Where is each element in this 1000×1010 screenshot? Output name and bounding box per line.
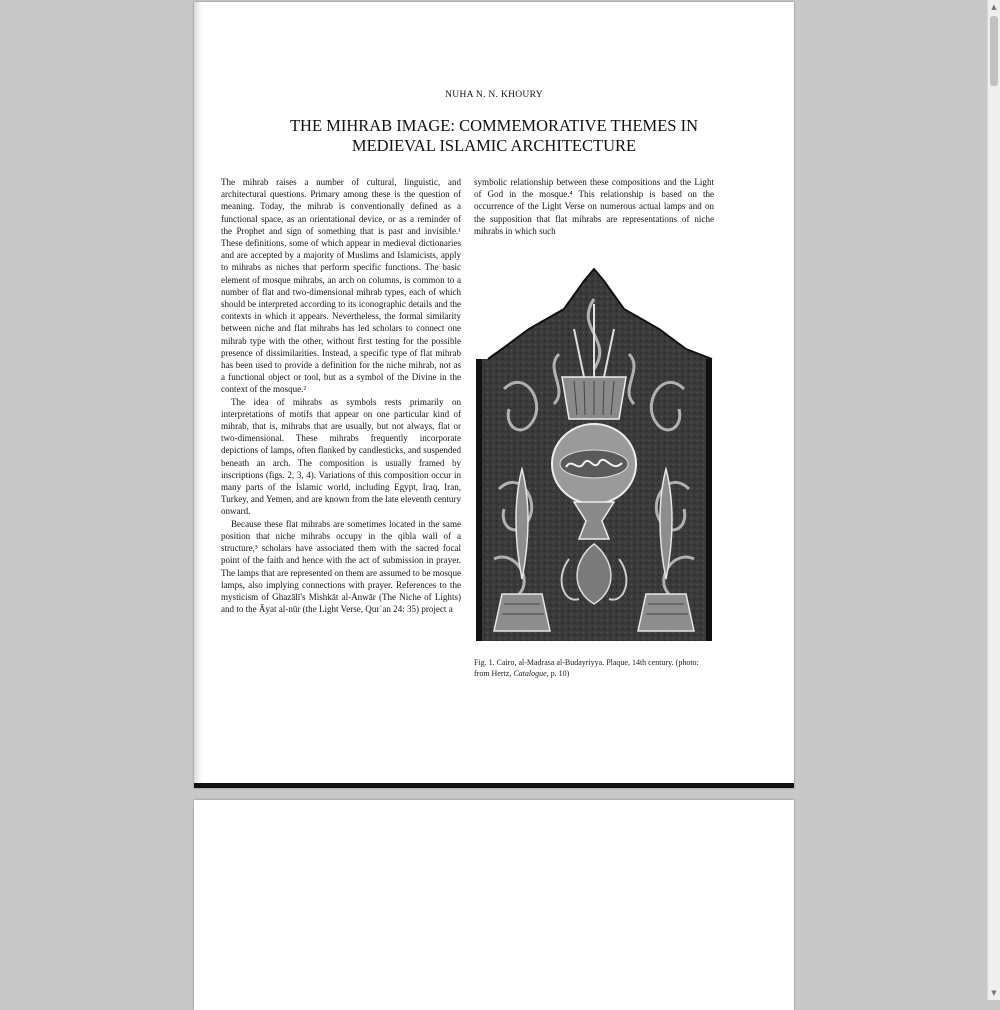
vertical-scrollbar[interactable] [987,0,1000,1000]
scrollbar-thumb[interactable] [990,16,998,86]
figure-caption [474,657,716,679]
page-scan-edge [194,783,794,788]
article-title [234,116,754,155]
right-text-column [474,176,714,237]
left-text-column [221,176,461,615]
paragraph-1: The mihrab raises a number of cultural, linguistic, and architectural questions. Primary among these is the question of meaning. Today, the mihrab is conventionally defined as a functional space, as an orientational device, or as a reminder of the Prophet and sign of something that is past and invisible.¹ These definitions, some of which appear in medieval dictionaries and are accepted by a majority of Muslims and Islamicists, apply to mihrabs as niches that perform specific functions. The basic element of mosque mihrabs, an arch on columns, is common to a number of flat and two-dimensional mihrab types, each of which should be interpreted according to its iconographic details and the contexts in which it appears. Nevertheless, the formal similarity between niche and flat mihrabs has led scholars to connect one mihrab type with the other, without first testing for the possible presence of dissimilarities. Instead, a specific type of flat mihrab has been used to provide a definition for the niche mihrab, not as a functional object or tool, but as a symbol of the Divine in the context of the mosque.² [221,177,461,395]
paragraph-2: The idea of mihrabs as symbols rests primarily on interpretations of motifs that appear on one particular kind of mihrab, that is, mihrabs that are usually, but not always, flat or two-dimensional. These mihrabs frequently incorporate depictions of lamps, often flanked by candlesticks, and suspended beneath an arch. The composition is usually framed by inscriptions (figs. 2, 3, 4). Variations of this composition occur in many parts of the Islamic world, including Egypt, Iraq, Iran, Turkey, and Yemen, and are known from the late eleventh century onward. [221,396,461,517]
plaque-illustration [474,259,715,641]
scroll-up-icon[interactable]: ▲ [991,3,997,11]
title-line-2: MEDIEVAL ISLAMIC ARCHITECTURE [351,135,637,155]
document-page-2 [194,800,794,1010]
author-name: NUHA N. N. KHOURY [445,90,543,100]
figure-1-plaque-photo [474,259,715,641]
scroll-down-icon[interactable]: ▼ [991,989,997,997]
caption-italic-title: Catalogue [513,669,547,678]
paragraph-continued: symbolic relationship between these compositions and the Light of God in the mosque.⁴ This relationship is based on the occurrence of the Light Verse on numerous actual lamps and on the supposition that flat mihrabs are representations of niche mihrabs in which such [474,177,714,236]
title-line-1: THE MIHRAB IMAGE: COMMEMORATIVE THEMES IN [289,116,699,135]
document-page-1 [194,2,794,788]
caption-text-end: , p. 10) [546,669,570,678]
caption-text: Fig. 1. Cairo, al-Madrasa al-Budayriyya. Plaque, 14th century. (photo: from Hertz, [474,658,699,678]
paragraph-3: Because these flat mihrabs are sometimes located in the same position that niche mihrabs occupy in the qibla wall of a structure,³ scholars have associated them with the sacred focal point of the faith and hence with the act of submission in prayer. The lamps that are represented on them are assumed to be mosque lamps, also implying connections with prayer. References to the mysticism of Ghazālī's Mishkāt al-Anwār (The Niche of Lights) and to the Āyat al-nūr (the Light Verse, Qurʾan 24: 35) project a [221,518,461,615]
